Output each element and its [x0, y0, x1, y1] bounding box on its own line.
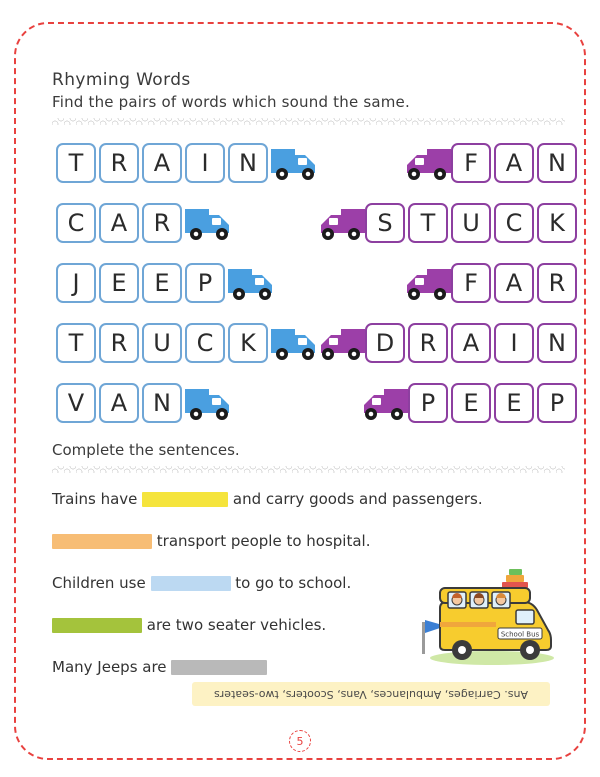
answer-blank[interactable] — [171, 660, 267, 675]
letter-box: I — [494, 323, 534, 363]
letter-box: R — [537, 263, 577, 303]
truck-icon — [183, 203, 235, 243]
letter-box: S — [365, 203, 405, 243]
letter-box: E — [142, 263, 182, 303]
letter-box: A — [99, 203, 139, 243]
answer-blank[interactable] — [151, 576, 231, 591]
letter-box: A — [494, 143, 534, 183]
page-number — [289, 730, 311, 752]
sentence-text-before: Trains have — [52, 490, 143, 508]
letter-box: E — [494, 383, 534, 423]
right-word-row — [315, 199, 580, 247]
divider-wavy-top — [52, 118, 565, 125]
letter-box: C — [56, 203, 96, 243]
divider-wavy-middle — [52, 466, 565, 473]
right-word-row — [315, 319, 580, 367]
letter-box: U — [451, 203, 491, 243]
sentence-item — [52, 489, 580, 509]
page-title: Rhyming Words — [52, 70, 191, 90]
letter-box: N — [142, 383, 182, 423]
truck-icon — [183, 383, 235, 423]
answer-text: Ans. Carriages, Ambulances, Vans, Scooters, two-seaters — [214, 687, 528, 701]
truck-icon — [226, 263, 278, 303]
page-number-value: 5 — [289, 730, 311, 752]
left-word-row — [56, 319, 321, 367]
letter-box: D — [365, 323, 405, 363]
letter-box: N — [537, 323, 577, 363]
sentence-text-after: to go to school. — [230, 574, 352, 592]
letter-box: E — [99, 263, 139, 303]
letter-box: J — [56, 263, 96, 303]
left-word-row — [56, 199, 235, 247]
sentence-item — [52, 531, 580, 551]
answer-strip — [192, 682, 550, 706]
word-grid — [52, 139, 580, 435]
letter-box: T — [56, 143, 96, 183]
answer-blank[interactable] — [142, 492, 228, 507]
instruction-text: Find the pairs of words which sound the same. — [52, 93, 410, 111]
letter-box: N — [228, 143, 268, 183]
sentences-heading: Complete the sentences. — [52, 441, 240, 459]
sentence-text-before: Many Jeeps are — [52, 658, 172, 676]
truck-icon — [269, 323, 321, 363]
letter-box: T — [56, 323, 96, 363]
left-word-row — [56, 139, 321, 187]
letter-box: C — [185, 323, 225, 363]
letter-box: T — [408, 203, 448, 243]
answer-blank[interactable] — [52, 618, 142, 633]
letter-box: A — [99, 383, 139, 423]
letter-box: K — [537, 203, 577, 243]
letter-box: U — [142, 323, 182, 363]
letter-box: N — [537, 143, 577, 183]
letter-box: V — [56, 383, 96, 423]
left-word-row — [56, 259, 278, 307]
letter-box: K — [228, 323, 268, 363]
letter-box: A — [451, 323, 491, 363]
letter-box: P — [537, 383, 577, 423]
left-word-row — [56, 379, 235, 427]
letter-box: R — [99, 143, 139, 183]
letter-box: R — [408, 323, 448, 363]
letter-box: C — [494, 203, 534, 243]
letter-box: P — [185, 263, 225, 303]
answer-blank[interactable] — [52, 534, 152, 549]
truck-icon — [269, 143, 321, 183]
letter-box: F — [451, 143, 491, 183]
right-word-row — [401, 139, 580, 187]
school-bus-illustration — [406, 560, 566, 670]
worksheet-page — [14, 22, 586, 760]
right-word-row — [358, 379, 580, 427]
letter-box: F — [451, 263, 491, 303]
letter-box: R — [99, 323, 139, 363]
letter-box: R — [142, 203, 182, 243]
letter-box: I — [185, 143, 225, 183]
svg-text:School Bus: School Bus — [500, 630, 540, 639]
sentence-text-after: are two seater vehicles. — [142, 616, 327, 634]
letter-box: A — [142, 143, 182, 183]
truck-icon — [315, 203, 367, 243]
sentence-text-before: Children use — [52, 574, 151, 592]
letter-box: A — [494, 263, 534, 303]
letter-box: E — [451, 383, 491, 423]
truck-icon — [358, 383, 410, 423]
sentence-text-after: transport people to hospital. — [152, 532, 371, 550]
truck-icon — [401, 263, 453, 303]
right-word-row — [401, 259, 580, 307]
truck-icon — [401, 143, 453, 183]
letter-box: P — [408, 383, 448, 423]
truck-icon — [315, 323, 367, 363]
sentence-text-after: and carry goods and passengers. — [228, 490, 483, 508]
